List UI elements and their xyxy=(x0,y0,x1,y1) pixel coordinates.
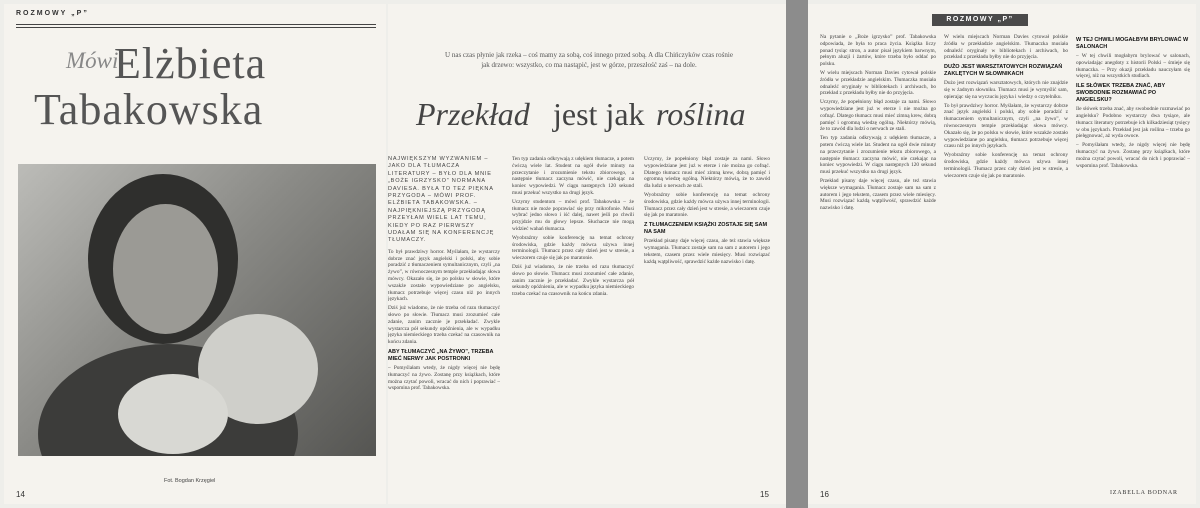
column-6 xyxy=(1076,34,1190,482)
section-label: ROZMOWY „P” xyxy=(16,10,89,17)
body-paragraph: To był prawdziwy horror. Myślałam, że wystarczy dobrze znać język angielski i polski, aby sobie poradzić z tłumaczeniem symultanicznym, czyli „na żywo”, w równoczesnym tempie przekładając słowa mówcy. Okazało się, że po polsku w słowie, które wszakże zostało wypowiedziane po angielsku, tłumacz potrzebuje więcej czasu niż po innych językach. xyxy=(944,102,1068,150)
headline-start: Przekład xyxy=(416,96,530,132)
body-paragraph: Dziś już wiadomo, że nie trzeba od razu tłumaczyć słowo po słowie. Tłumacz musi zrozumieć całe zdanie, zanim zacznie je przekładać. Zwykle wystarcza pół sekundy opóźnienia, ale w wypadku języka niemieckiego trzeba czekać na czasownik na końcu zdania. xyxy=(512,263,634,298)
body-paragraph: Na pytanie o „Boże igrzysko” prof. Tabakowska odpowiada, że była to praca życia. Książka liczy ponad tysiąc stron, a autor pisał językiem barwnym, pełnym aluzji i żartów, które trzeba było oddać po polsku. xyxy=(820,34,936,68)
body-paragraph: Uczymy, że popełniony błąd zostaje za nami. Słowo wypowiedziane jest już w eterze i nie można go cofnąć. Dlatego tłumacz musi mieć zimną krew, dobrą pamięć i ogromną wiedzę ogólną. Niektórzy mówią, że to zawód dla ludzi o nerwach ze stali. xyxy=(820,99,936,133)
page-number: 15 xyxy=(760,490,769,499)
body-paragraph: Przekład pisany daje więcej czasu, ale też stawia większe wymagania. Tłumacz zostaje sam na sam z autorem i jego tekstem, czasem przez wiele miesięcy. Musi rozwiązać każdą wątpliwość, sprawdzić każde nazwisko i datę. xyxy=(644,238,770,265)
body-paragraph: Ten typ zadania odkrywają z udękiem tłumacze, a potem ćwiczą wiele lat. Student na ogół dwie minuty na przeczytanie i zrozumienie tekstu zbiorowego, a następnie tłumacz zaczyna mówić, nie czekając na koniec wypowiedzi. W ciągu następnych 120 sekund musi przekuć wszystko na drugi język. xyxy=(512,156,634,196)
page-15 xyxy=(388,4,786,504)
subheading: Z TŁUMACZENIEM KSIĄŻKI ZOSTAJE SIĘ SAM NA SAM xyxy=(644,222,768,236)
body-paragraph: – W tej chwili mogłabym brylować w salonach, opowiadając anegdoty z historii Polski – śmieje się tłumaczka. – Przy okazji przekładu nauczyłam się więcej, niż na wszystkich studiach. xyxy=(1076,53,1190,80)
body-paragraph: Uczymy, że popełniony błąd zostaje za nami. Słowo wypowiedziane jest już w eterze i nie można go cofnąć. Dlatego tłumacz musi mieć zimną krew, dobrą pamięć i ogromną wiedzę ogólną. Niektórzy mówią, że to zawód dla ludzi o nerwach ze stali. xyxy=(644,156,770,190)
column-4 xyxy=(820,34,936,486)
body-paragraph: – Pomyślałam wtedy, że nigdy więcej nie będę tłumaczyć na żywo. Zostanę przy książkach, które można czytać powoli, wracać do nich i poprawiać – wspomina prof. Tabakowska. xyxy=(388,365,500,392)
title-last-name: Tabakowska xyxy=(34,85,264,134)
subheading: ABY TŁUMACZYĆ „NA ŻYWO”, TRZEBA MIEĆ NERWY JAK POSTRONKI xyxy=(388,349,494,363)
body-paragraph: W wielu miejscach Norman Davies cytował polskie źródła w przekładzie angielskim. Tłumaczka musiała odnaleźć oryginały w bibliotekach i archiwach, bo przekład z przekładu byłby nie do przyjęcia. xyxy=(944,34,1068,61)
page-16 xyxy=(808,4,1196,504)
body-paragraph: Dziś już wiadomo, że nie trzeba od razu tłumaczyć słowo po słowie. Tłumacz musi zrozumieć całe zdanie, zanim zacznie je przekładać. Zwykle wystarcza pół sekundy opóźnienia, ale w wypadku języka niemieckiego trzeba czekać na czasownik na końcu zdania. xyxy=(388,305,500,346)
headline-middle: jest jak xyxy=(553,96,645,132)
body-paragraph: Uczymy studentom – mówi prof. Tabakowska – że tłumacz nie może poprawiać się przy mikrofonie. Musi wybrać jedno słowo i iść dalej, nawet jeśli po chwili przyjdzie mu do głowy lepsze. Słuchacze nie mogą widzieć wahań tłumacza. xyxy=(512,198,634,232)
page-number: 14 xyxy=(16,490,25,499)
intro-paragraph: NAJWIĘKSZYM WYZWANIEM – JAKO DLA TŁUMACZA LITERATURY – BYŁO DLA MNIE „BOŻE IGRZYSKO” NORMANA DAVIESA. BYŁA TO TEZ PIĘKNA PRZYGODA – MÓWI PROF. ELŻBIETA TABAKOWSKA. – NAJPIĘKNIEJSZĄ PRZYGODĄ PRZEYŁAM WIELE LAT TEMU, KIEDY PO RAZ PIERWSZY UDAŁAM SIĘ NA KONFERENCJĘ TŁUMACZY. xyxy=(388,156,495,244)
author-credit: IZABELLA BODNAR xyxy=(1110,490,1178,496)
page-14 xyxy=(4,4,386,504)
body-paragraph: Ile słówek trzeba znać, aby swobodnie rozmawiać po angielsku? Podobno wystarczy dwa tysiące, ale tłumacz literatury potrzebuje ich kilkadziesiąt tysięcy w obu językach. Przekład jest jak roślina – trzeba go pielęgnować, aż wyda owoce. xyxy=(1076,106,1190,140)
header-rule xyxy=(16,27,376,28)
body-paragraph: To był prawdziwy horror. Myślałam, że wystarczy dobrze znać język angielski i polski, aby sobie poradzić z tłumaczeniem symultanicznym, czyli „na żywo”, w równoczesnym tempie przekładając słowa mówcy. Okazało się, że po polsku w słowie, które wszakże zostało wypowiedziane po angielsku, tłumacz potrzebuje więcej czasu niż po innych językach. xyxy=(388,248,500,303)
body-paragraph: W wielu miejscach Norman Davies cytował polskie źródła w przekładzie angielskim. Tłumaczka musiała odnaleźć oryginały w bibliotekach i archiwach, bo przekład z przekładu byłby nie do przyjęcia. xyxy=(820,69,936,97)
page-gutter xyxy=(786,0,808,508)
column-2 xyxy=(512,156,634,486)
body-paragraph: Wyobraźmy sobie konferencję na temat ochrony środowiska, gdzie każdy mówca używa innej terminologii. Tłumacz przez cały dzień jest w stresie, a wieczorem czuje się jak po maratonie. xyxy=(512,234,634,262)
body-paragraph: – Pomyślałam wtedy, że nigdy więcej nie będę tłumaczyć na żywo. Zostanę przy książkach, które można czytać powoli, wracać do nich i poprawiać – wspomina prof. Tabakowska. xyxy=(1076,142,1190,169)
page-number: 16 xyxy=(820,490,829,499)
header-rule xyxy=(16,24,376,25)
column-1 xyxy=(388,156,500,486)
section-label: ROZMOWY „P” xyxy=(932,14,1028,26)
doll-shape xyxy=(118,374,228,454)
body-paragraph: Dużo jest rozwiązań warsztatowych, których nie znajdzie się w żadnym słowniku. Tłumacz musi je wymyślić sam, opierając się na wyczuciu języka i wiedzy o czytelniku. xyxy=(944,80,1068,100)
subheading: W TEJ CHWILI MOGAŁBYM BRYLOWAĆ W SALONACH xyxy=(1076,37,1189,50)
subheading: ILE SŁÓWEK TRZEBA ZNAĆ, ABY SWOBODNIE ROZMAWIAĆ PO ANGIELSKU? xyxy=(1076,83,1166,104)
face-shape xyxy=(113,204,218,334)
column-3 xyxy=(644,156,770,486)
subheading: DUŻO JEST WARSZTATOWYCH ROZWIĄZAŃ ZAKLĘTYCH W SŁOWNIKACH xyxy=(944,64,1063,78)
photo-credit: Fot. Bogdan Krzęgiel xyxy=(164,478,216,484)
title-first-name: Elżbieta xyxy=(114,39,267,88)
body-paragraph: Ten typ zadania odkrywają z udękiem tłumacze, a potem ćwiczą wiele lat. Student na ogół dwie minuty na przeczytanie i zrozumienie tekstu zbiorowego, a następnie tłumacz zaczyna mówić, nie czekając na koniec wypowiedzi. W ciągu następnych 120 sekund musi przekuć wszystko na drugi język. xyxy=(820,135,936,176)
headline-end: roślina xyxy=(656,96,746,132)
column-5 xyxy=(944,34,1068,486)
body-paragraph: Wyobraźmy sobie konferencję na temat ochrony środowiska, gdzie każdy mówca używa innej terminologii. Tłumacz przez cały dzień jest w stresie, a wieczorem czuje się jak po maratonie. xyxy=(944,152,1068,179)
body-paragraph: Przekład pisany daje więcej czasu, ale też stawia większe wymagania. Tłumacz zostaje sam na sam z autorem i jego tekstem, czasem przez wiele miesięcy. Musi rozwiązać każdą wątpliwość, sprawdzić każde nazwisko i datę. xyxy=(820,177,936,212)
title-verb: Mówi xyxy=(66,48,119,73)
lead-paragraph: U nas czas płynie jak rzeka – coś mamy za sobą, coś innego przed sobą. A dla Chińczyków czas rośnie jak drzewo: wszystko, co ma nastąpić, jest w górze, przeszłość zaś – na dole. xyxy=(445,51,733,69)
body-paragraph: Wyobraźmy sobie konferencję na temat ochrony środowiska, gdzie każdy mówca używa innej terminologii. Tłumacz przez cały dzień jest w stresie, a wieczorem czuje się jak po maratonie. xyxy=(644,191,770,219)
portrait-photo xyxy=(18,164,376,456)
